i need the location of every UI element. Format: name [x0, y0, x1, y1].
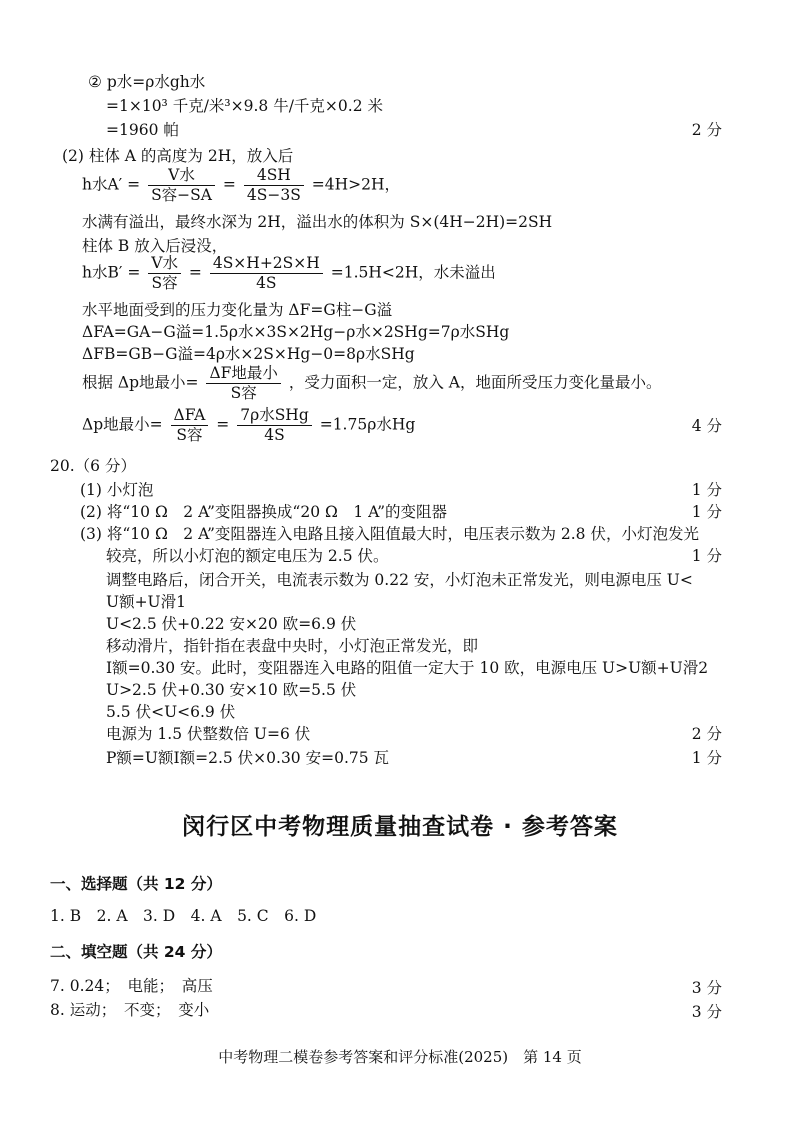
text-line: 水平地面受到的压力变化量为 ΔF=G柱−G溢 [82, 301, 393, 319]
answer-line: 移动滑片，指针指在表盘中央时，小灯泡正常发光，即 [106, 637, 479, 655]
numerator: ΔF地最小 [206, 364, 280, 384]
denominator: S容 [176, 426, 203, 444]
fraction [148, 254, 181, 293]
score-label: 1 分 [691, 547, 722, 565]
eq-lhs: 根据 Δp地最小= [82, 373, 199, 392]
answer-line: 电源为 1.5 伏整数倍 U=6 伏 [106, 725, 311, 743]
formula-line: =1×10³ 千克/米³×9.8 牛/千克×0.2 米 [106, 97, 383, 115]
numerator: V水 [148, 254, 181, 274]
fraction-equation-a [82, 166, 400, 205]
page-footer: 中考物理二模卷参考答案和评分标准(2025) 第 14 页 [218, 1048, 582, 1066]
document-title: 闵行区中考物理质量抽查试卷 · 参考答案 [182, 814, 618, 840]
answer-line: 8. 运动； 不变； 变小 [50, 1001, 210, 1019]
score-label: 3 分 [691, 979, 722, 997]
eq-sign: = [216, 415, 230, 434]
answer-line: (2) 将“10 Ω 2 A”变阻器换成“20 Ω 1 A”的变阻器 [80, 503, 447, 521]
numerator: ΔFA [171, 406, 209, 426]
fraction [244, 166, 304, 205]
score-label: 4 分 [691, 417, 722, 435]
eq-rest: ，受力面积一定，放入 A，地面所受压力变化量最小。 [288, 373, 662, 392]
denominator: S容 [151, 274, 178, 292]
fraction-equation-g [82, 364, 661, 403]
formula-line: 5.5 伏<U<6.9 伏 [106, 703, 236, 721]
score-label: 1 分 [691, 481, 722, 499]
question-intro: (2) 柱体 A 的高度为 2H，放入后 [62, 147, 294, 165]
eq-lhs: h水B′ = [82, 263, 141, 282]
answer-line: 调整电路后，闭合开关，电流表示数为 0.22 安，小灯泡未正常发光，则电源电压 U< [106, 571, 693, 589]
answer-line: (1) 小灯泡 [80, 481, 154, 499]
answer-line: 7. 0.24； 电能； 高压 [50, 977, 213, 995]
eq-rest: =1.5H<2H，水未溢出 [330, 263, 496, 282]
formula-line: =1960 帕 [106, 121, 179, 139]
answer-line: 较亮，所以小灯泡的额定电压为 2.5 伏。 [106, 547, 389, 565]
fraction [171, 406, 209, 445]
score-label: 1 分 [691, 749, 722, 767]
answer-line: 1. B 2. A 3. D 4. A 5. C 6. D [50, 907, 317, 925]
score-label: 1 分 [691, 503, 722, 521]
denominator: 4S−3S [246, 186, 301, 204]
numerator: 7ρ水SHg [237, 406, 312, 426]
denominator: 4S [256, 274, 277, 292]
numerator: 4SH [244, 166, 304, 186]
score-label: 2 分 [691, 725, 722, 743]
formula-line: U>2.5 伏+0.30 安×10 欧=5.5 伏 [106, 681, 357, 699]
fraction [206, 364, 280, 403]
formula-line: P额=U额I额=2.5 伏×0.30 安=0.75 瓦 [106, 749, 390, 767]
fraction-equation-r [82, 406, 415, 445]
formula-line: U<2.5 伏+0.22 安×20 欧=6.9 伏 [106, 615, 357, 633]
fraction [237, 406, 312, 445]
formula-line: U额+U滑1 [106, 593, 186, 611]
eq-lhs: h水A′ = [82, 175, 141, 194]
section-heading: 二、填空题（共 24 分） [50, 943, 222, 961]
answer-line: I额=0.30 安。此时，变阻器连入电路的阻值一定大于 10 欧，电源电压 U>U额+U滑2 [106, 659, 709, 677]
denominator: 4S [264, 426, 285, 444]
eq-rest: =4H>2H， [311, 175, 400, 194]
score-label: 3 分 [691, 1003, 722, 1021]
denominator: S容−SA [151, 186, 212, 204]
answer-line: (3) 将“10 Ω 2 A”变阻器连入电路且接入阻值最大时，电压表示数为 2.8 伏，小灯泡发光 [80, 525, 699, 543]
eq-sign: = [188, 263, 202, 282]
text-line: 水满有溢出，最终水深为 2H，溢出水的体积为 S×(4H−2H)=2SH [82, 213, 553, 231]
score-label: 2 分 [691, 121, 722, 139]
eq-rest: =1.75ρ水Hg [319, 415, 416, 434]
denominator: S容 [230, 384, 257, 402]
numerator: V水 [148, 166, 215, 186]
fraction [210, 254, 323, 293]
fraction-equation-b [82, 254, 496, 293]
question-number: 20.（6 分） [50, 457, 136, 475]
formula-line: ΔFA=GA−G溢=1.5ρ水×3S×2Hg−ρ水×2SHg=7ρ水SHg [82, 323, 510, 341]
text-line: 柱体 B 放入后浸没， [82, 237, 228, 255]
eq-sign: = [222, 175, 236, 194]
numerator: 4S×H+2S×H [210, 254, 323, 274]
formula-line: ΔFB=GB−G溢=4ρ水×2S×Hg−0=8ρ水SHg [82, 345, 415, 363]
fraction [148, 166, 215, 205]
eq-lhs: Δp地最小= [82, 415, 163, 434]
section-heading: 一、选择题（共 12 分） [50, 875, 222, 893]
formula-line: ② p水=ρ水gh水 [88, 73, 206, 91]
